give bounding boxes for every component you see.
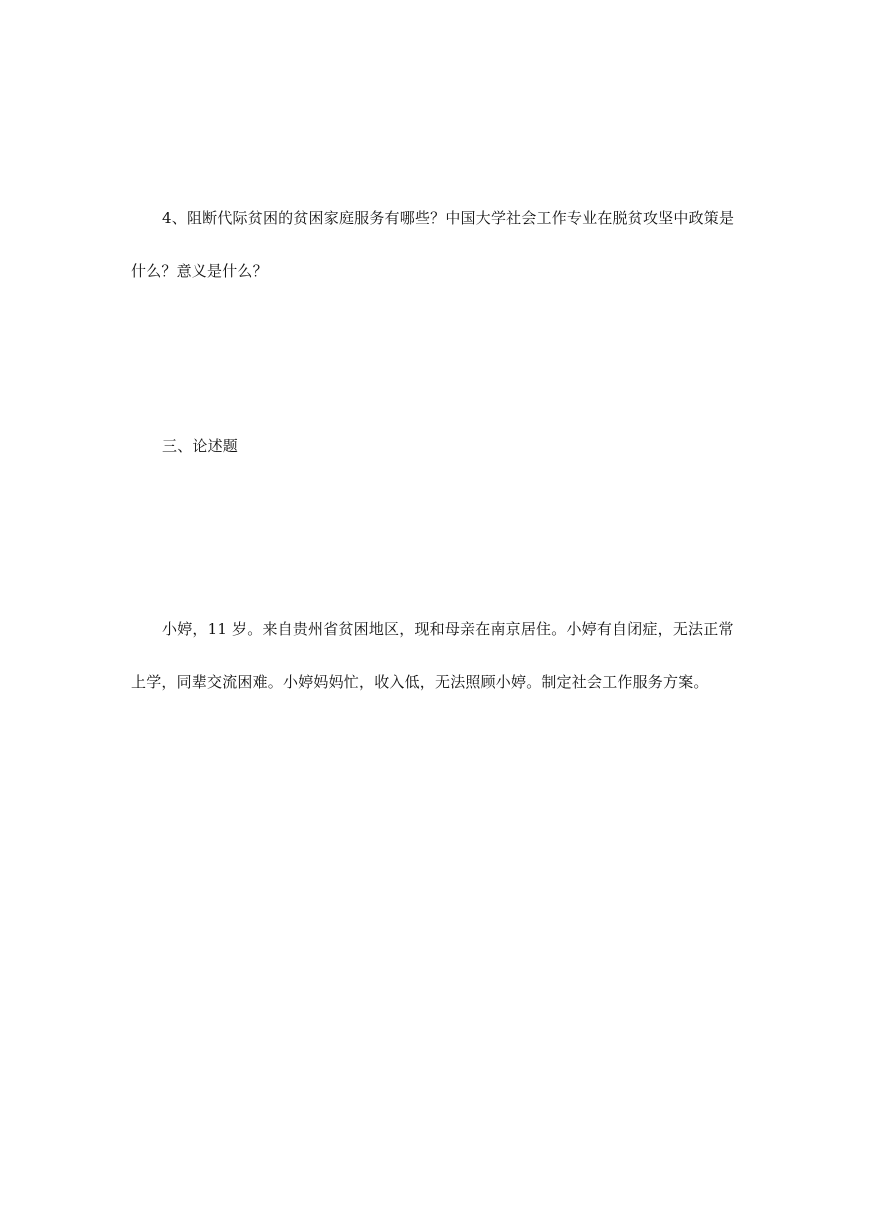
- section-3-heading: [131, 432, 741, 460]
- question-4: [131, 204, 741, 285]
- question-4-line-2: 什么？意义是什么？: [131, 262, 268, 280]
- case-line-2: 上学，同辈交流困难。小婷妈妈忙，收入低，无法照顾小婷。制定社会工作服务方案。: [131, 673, 709, 691]
- section-3-heading-text: 三、论述题: [162, 437, 239, 455]
- line-gap: [131, 232, 741, 257]
- line-gap: [131, 643, 741, 668]
- case-paragraph: [131, 615, 741, 696]
- case-line-1: 小婷，11 岁。来自贵州省贫困地区，现和母亲在南京居住。小婷有自闭症，无法正常: [162, 620, 734, 638]
- question-4-line-1: 4、阻断代际贫困的贫困家庭服务有哪些？中国大学社会工作专业在脱贫攻坚中政策是: [162, 209, 735, 227]
